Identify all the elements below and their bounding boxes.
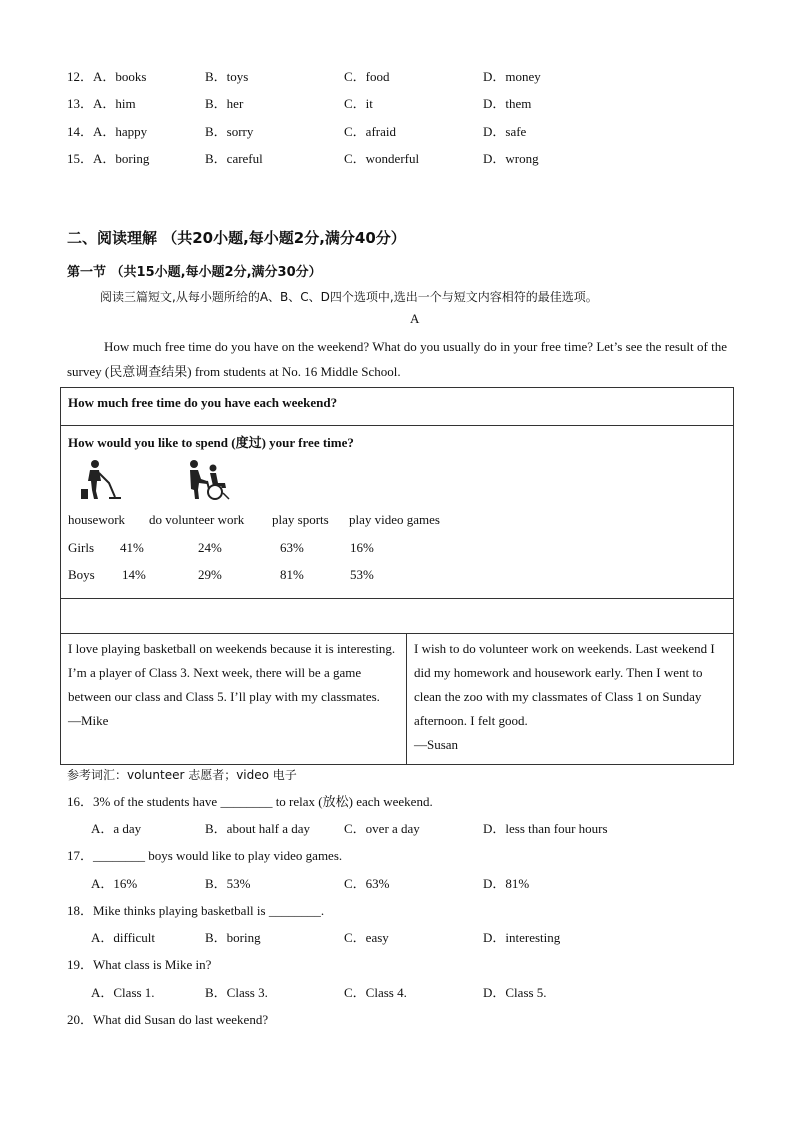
activity-housework: housework	[68, 512, 126, 527]
susan-note	[407, 634, 734, 765]
option: B．sorry	[205, 124, 254, 139]
option: D．them	[483, 96, 532, 111]
option: D．less than four hours	[483, 821, 608, 836]
row-label: Girls	[68, 540, 94, 555]
option: C．easy	[344, 930, 389, 945]
survey-question-2: How would you like to spend (度过) your free time?	[68, 435, 354, 450]
option: A．Class 1.	[91, 985, 155, 1000]
passage-letter: A	[410, 311, 420, 326]
survey-table	[60, 387, 734, 765]
survey-question-2-cell	[61, 426, 734, 599]
option: 14．A．happy	[67, 124, 148, 139]
option: A．difficult	[91, 930, 156, 945]
question-16-stem: 16．3% of the students have ________ to relax (放松) each weekend.	[67, 794, 433, 809]
susan-signature: —Susan	[414, 737, 459, 752]
question-18-stem: 18．Mike thinks playing basketball is ________.	[67, 903, 325, 918]
option: B．53%	[205, 876, 251, 891]
question-19-stem: 19．What class is Mike in?	[67, 957, 212, 972]
cell: 63%	[280, 540, 304, 555]
activity-video-games: play video games	[349, 512, 440, 527]
option: D．money	[483, 69, 541, 84]
cell: 24%	[198, 540, 222, 555]
cell: 16%	[350, 540, 374, 555]
option: D．safe	[483, 124, 527, 139]
option: C．afraid	[344, 124, 396, 139]
activity-volunteer: do volunteer work	[149, 512, 245, 527]
option: A．a day	[91, 821, 142, 836]
cell: 29%	[198, 567, 222, 582]
option: 12．A．books	[67, 69, 147, 84]
housework-icon	[79, 459, 123, 501]
option: B．careful	[205, 151, 263, 166]
option: B．toys	[205, 69, 249, 84]
option: C．Class 4.	[344, 985, 407, 1000]
row-label: Boys	[68, 567, 95, 582]
option: B．boring	[205, 930, 261, 945]
option: C．food	[344, 69, 390, 84]
option: D．81%	[483, 876, 530, 891]
question-20-stem: 20．What did Susan do last weekend?	[67, 1012, 269, 1027]
activity-sports: play sports	[272, 512, 329, 527]
instruction: 阅读三篇短文,从每小题所给的A、B、C、D四个选项中,选出一个与短文内容相符的最佳选项。	[100, 290, 598, 304]
mike-note	[61, 634, 407, 765]
option: C．over a day	[344, 821, 420, 836]
cell: 14%	[122, 567, 146, 582]
option: D．interesting	[483, 930, 561, 945]
susan-text: I wish to do volunteer work on weekends. Last weekend I did my homework and housework early. Then I went to clean the zoo with my classmates of Class 1 on Sunday afternoon. I felt good.	[414, 641, 715, 728]
option: 13．A．him	[67, 96, 136, 111]
option: C．wonderful	[344, 151, 420, 166]
option: C．it	[344, 96, 373, 111]
section-heading: 二、阅读理解 （共20小题,每小题2分,满分40分）	[67, 229, 406, 247]
option: B．about half a day	[205, 821, 311, 836]
volunteer-wheelchair-icon	[185, 459, 231, 501]
cell: 53%	[350, 567, 374, 582]
cell: 81%	[280, 567, 304, 582]
mike-signature: —Mike	[68, 713, 109, 728]
cell: 41%	[120, 540, 144, 555]
option: D．Class 5.	[483, 985, 547, 1000]
vocabulary-note: 参考词汇：volunteer 志愿者；video 电子	[67, 768, 297, 782]
option: 15．A．boring	[67, 151, 150, 166]
empty-row	[61, 599, 734, 634]
option: C．63%	[344, 876, 390, 891]
passage-text: How much free time do you have on the weekend? What do you usually do in your free time? Let’s see the result of the survey (民意调查结果) from students at No. 16 Middle School.	[67, 339, 727, 379]
option: A．16%	[91, 876, 138, 891]
mike-text: I love playing basketball on weekends because it is interesting. I’m a player of Class 3. Next week, there will be a game between our class and Class 5. I’ll play with my classmates.	[68, 641, 396, 704]
option: B．Class 3.	[205, 985, 268, 1000]
option: B．her	[205, 96, 244, 111]
survey-question-1: How much free time do you have each weekend?	[61, 388, 734, 426]
option: D．wrong	[483, 151, 539, 166]
question-17-stem: 17．________ boys would like to play video games.	[67, 848, 343, 863]
subsection-heading: 第一节 （共15小题,每小题2分,满分30分）	[67, 265, 322, 280]
